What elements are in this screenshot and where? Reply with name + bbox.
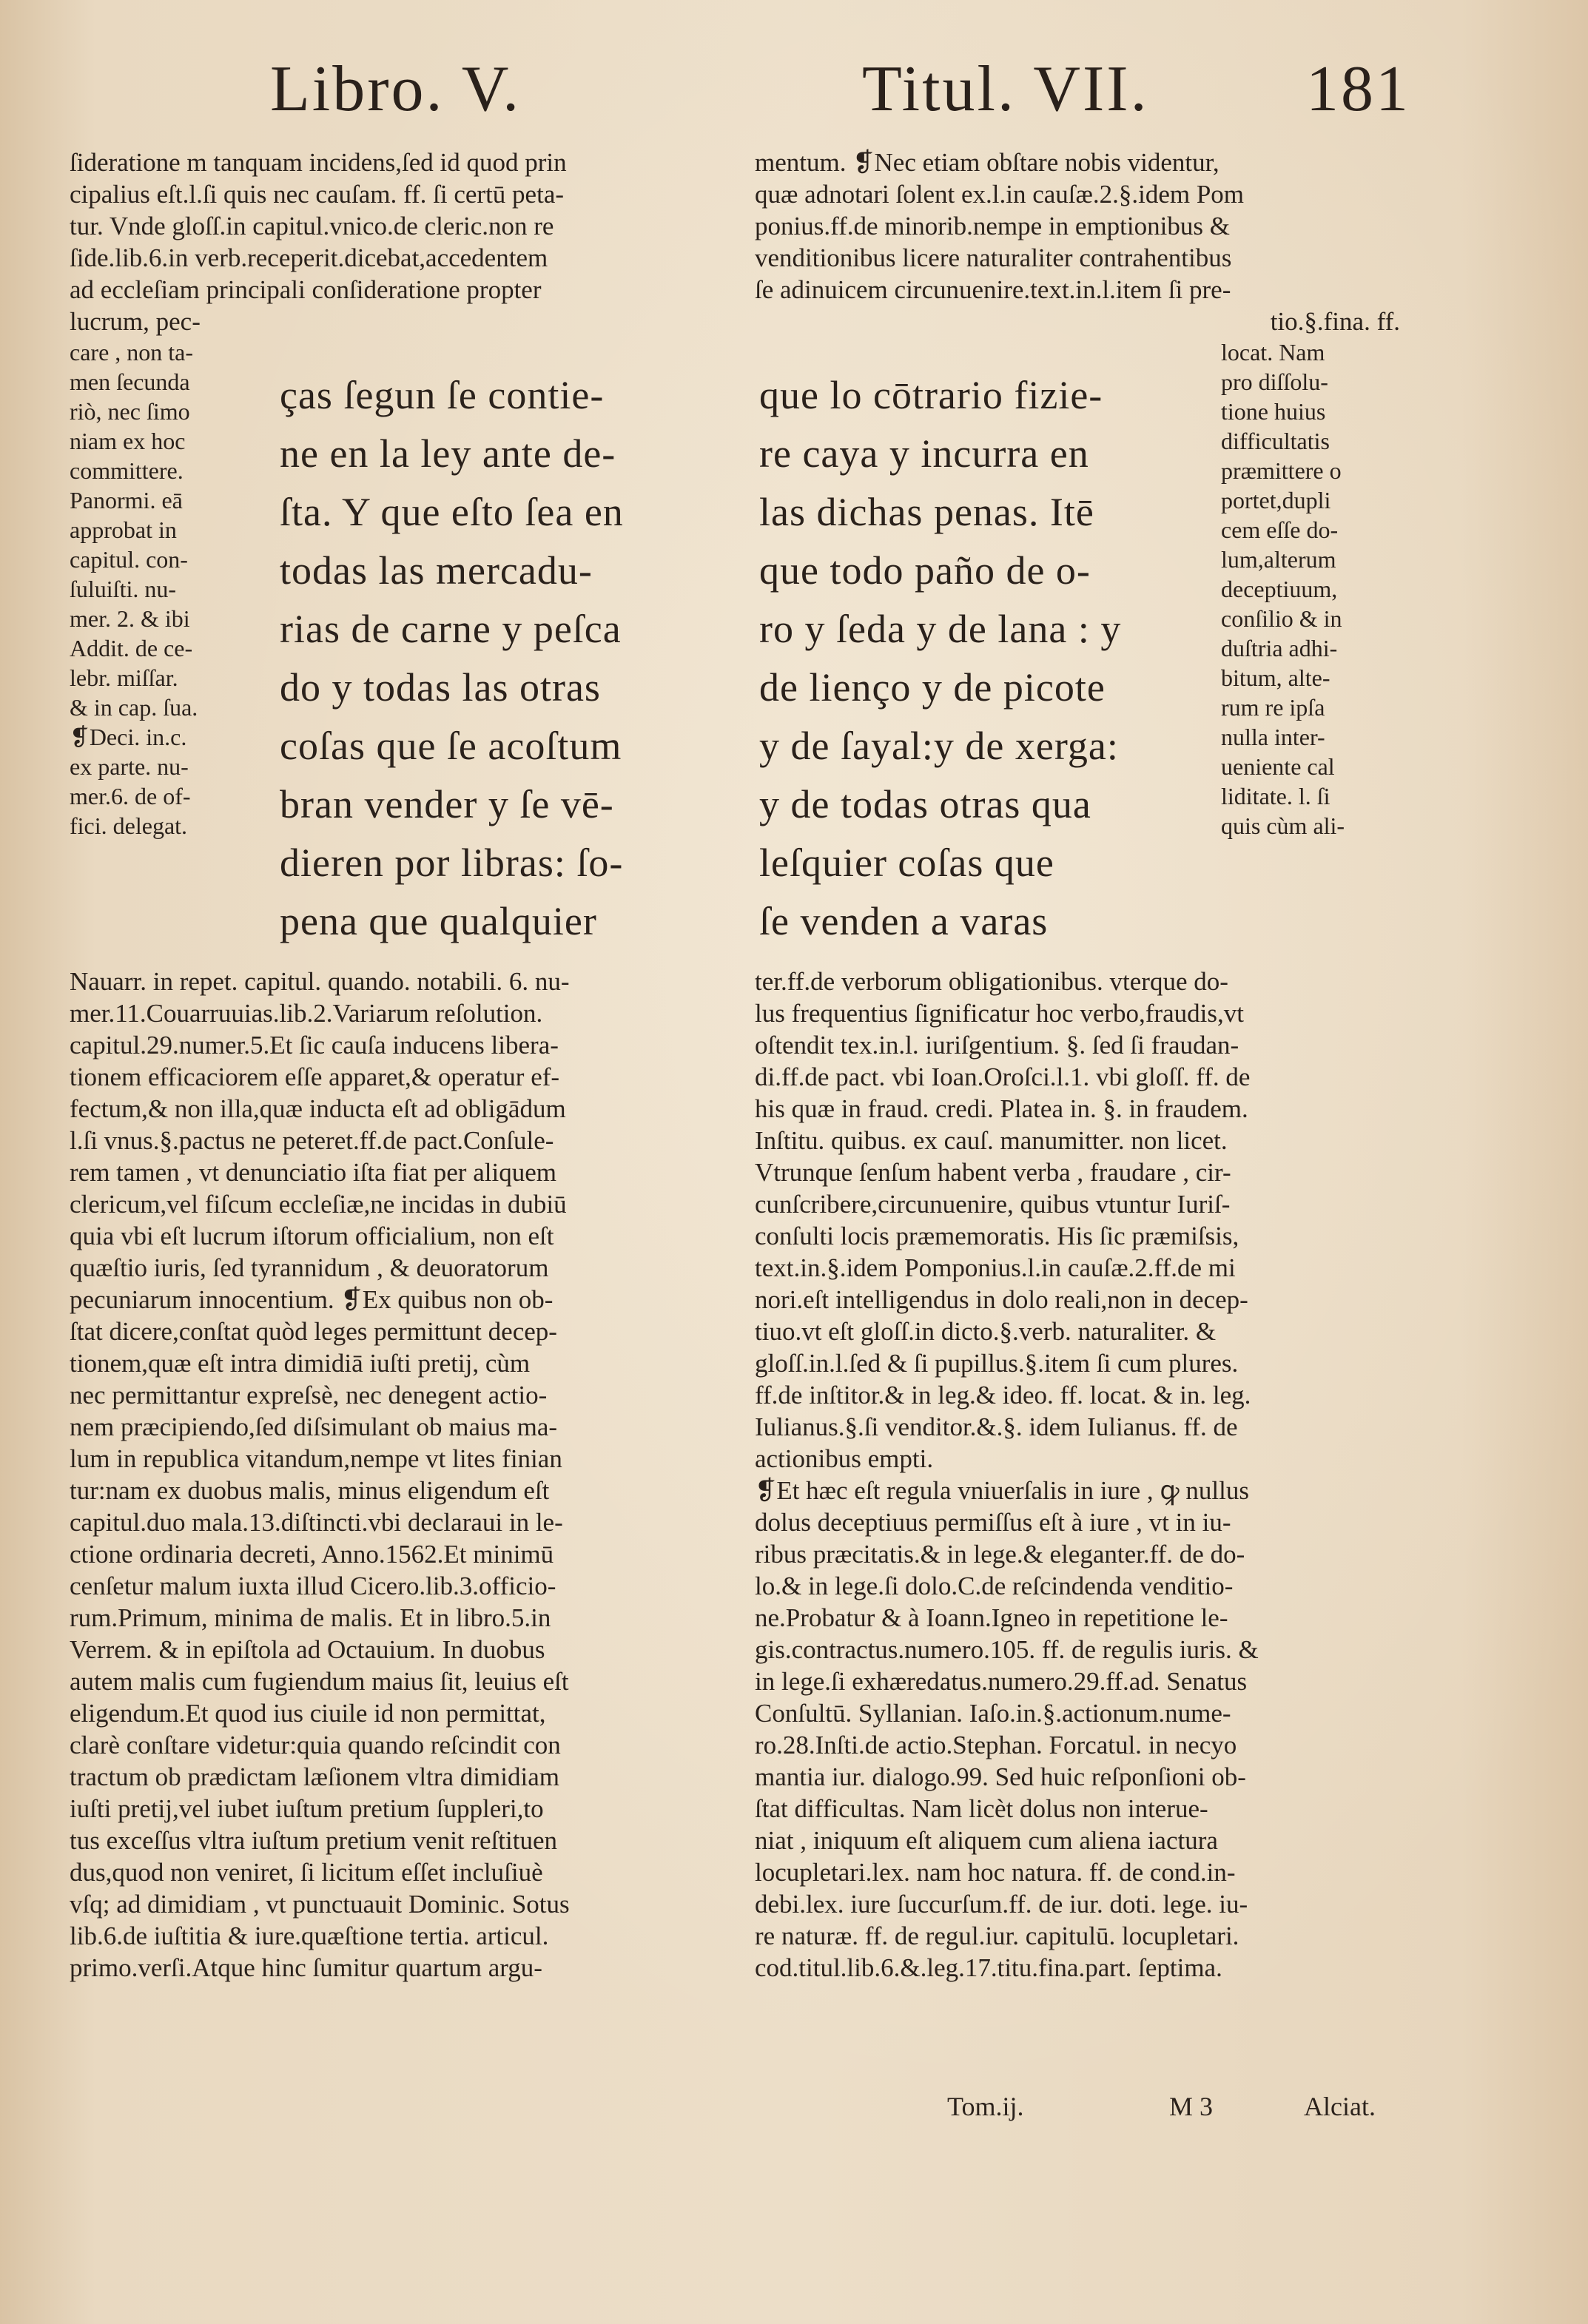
running-header bbox=[0, 52, 1588, 133]
text-line: autem malis cum fugiendum maius ſit, leuius eſt bbox=[70, 1667, 569, 1696]
text-line: vſq; ad dimidiam , vt punctuauit Dominic. Sotus bbox=[70, 1890, 570, 1919]
text-line: rem tamen , vt denunciatio iſta fiat per aliquem bbox=[70, 1158, 556, 1187]
text-line: gloſſ.in.l.ſed & ſi pupillus.§.item ſi cum plures. bbox=[755, 1349, 1239, 1378]
text-line: tio.§.fina. ff. bbox=[1270, 307, 1400, 336]
text-line: mer.11.Couarruuias.lib.2.Variarum reſolution. bbox=[70, 999, 543, 1028]
law-line: de lienço y de picote bbox=[759, 665, 1106, 710]
text-line: niat , iniquum eſt aliquem cum aliena iactura bbox=[755, 1826, 1218, 1855]
gloss-line: mer.6. de of- bbox=[70, 783, 191, 809]
text-line: ne.Probatur & à Ioann.Igneo in repetitione le- bbox=[755, 1603, 1228, 1632]
gloss-line: deceptiuum, bbox=[1221, 576, 1338, 602]
law-line: y de ſayal:y de xerga: bbox=[759, 724, 1119, 768]
text-line: quia vbi eſt lucrum iſtorum officialium, non eſt bbox=[70, 1222, 554, 1250]
text-line: re naturæ. ff. de regul.iur. capitulū. locupletari. bbox=[755, 1921, 1239, 1950]
text-line: cod.titul.lib.6.&.leg.17.titu.fina.part. ſeptima. bbox=[755, 1953, 1222, 1982]
gloss-line: niam ex hoc bbox=[70, 428, 186, 454]
law-line: re caya y incurra en bbox=[759, 431, 1089, 476]
gloss-line: & in cap. ſua. bbox=[70, 694, 198, 721]
text-line: tionem efficaciorem eſſe apparet,& operatur ef- bbox=[70, 1062, 560, 1091]
text-line: quæ adnotari ſolent ex.l.in cauſæ.2.§.idem Pom bbox=[755, 180, 1245, 209]
gloss-line: tione huius bbox=[1221, 398, 1326, 425]
text-line: eligendum.Et quod ius ciuile id non permittat, bbox=[70, 1699, 546, 1728]
text-line: venditionibus licere naturaliter contrahentibus bbox=[755, 243, 1232, 272]
signature-mark: M 3 bbox=[1169, 2092, 1214, 2121]
text-line: primo.verſi.Atque hinc ſumitur quartum argu- bbox=[70, 1953, 542, 1982]
left-spanish-law-text bbox=[280, 366, 709, 951]
law-line: leſquier coſas que bbox=[759, 841, 1054, 885]
text-line: ctione ordinaria decreti, Anno.1562.Et minimū bbox=[70, 1540, 554, 1569]
text-line: capitul.duo mala.13.diſtincti.vbi declaraui in le- bbox=[70, 1508, 563, 1537]
right-top-text bbox=[755, 146, 1406, 337]
gloss-line: præmittere o bbox=[1221, 457, 1342, 484]
text-line: tur:nam ex duobus malis, minus eligendum eſt bbox=[70, 1476, 550, 1505]
law-line: ſta. Y que eſto ſea en bbox=[280, 490, 624, 534]
text-line: mantia iur. dialogo.99. Sed huic reſponſioni ob- bbox=[755, 1762, 1246, 1791]
gloss-line: lum,alterum bbox=[1221, 546, 1336, 573]
text-line: oſtendit tex.in.l. iuriſgentium. §. ſed ſi fraudan- bbox=[755, 1031, 1239, 1060]
gloss-line: liditate. l. ſi bbox=[1221, 783, 1330, 809]
text-line: l.ſi vnus.§.pactus ne peteret.ff.de pact.Conſule- bbox=[70, 1126, 554, 1155]
gloss-line: duſtria adhi- bbox=[1221, 635, 1338, 661]
gloss-line: ueniente cal bbox=[1221, 753, 1335, 780]
gloss-line: men ſecunda bbox=[70, 368, 190, 395]
gloss-line: quis cùm ali- bbox=[1221, 812, 1345, 839]
gloss-line: pro diſſolu- bbox=[1221, 368, 1328, 395]
gloss-line: locat. Nam bbox=[1221, 339, 1325, 366]
gloss-line: Addit. de ce- bbox=[70, 635, 193, 661]
text-line: pecuniarum innocentium. ❡Ex quibus non ob- bbox=[70, 1285, 554, 1314]
text-line: ❡Et hæc eſt regula vniuerſalis in iure , ꝙ nullus bbox=[755, 1476, 1249, 1505]
text-line: debi.lex. iure ſuccurſum.ff. de iur. doti. lege. iu- bbox=[755, 1890, 1248, 1919]
text-line: gis.contractus.numero.105. ff. de regulis iuris. & bbox=[755, 1635, 1259, 1664]
text-line: Iulianus.§.ſi venditor.&.§. idem Iulianus. ff. de bbox=[755, 1412, 1238, 1441]
gloss-line: mer. 2. & ibi bbox=[70, 605, 190, 632]
text-line: ro.28.Inſti.de actio.Stephan. Forcatul. in necyo bbox=[755, 1731, 1237, 1759]
text-line: ſtat difficultas. Nam licèt dolus non interue- bbox=[755, 1794, 1208, 1823]
text-line: text.in.§.idem Pomponius.l.in cauſæ.2.ff.de mi bbox=[755, 1253, 1236, 1282]
text-line: tiuo.vt eſt gloſſ.in dicto.§.verb. naturaliter. & bbox=[755, 1317, 1217, 1346]
gloss-line: ❡Deci. in.c. bbox=[70, 724, 187, 750]
text-line: tractum ob prædictam læſionem vltra dimidiam bbox=[70, 1762, 559, 1791]
text-line: ter.ff.de verborum obligationibus. vterque do- bbox=[755, 967, 1228, 996]
text-line: nem præcipiendo,ſed diſsimulant ob maius ma- bbox=[70, 1412, 558, 1441]
text-line: lo.& in lege.ſi dolo.C.de reſcindenda venditio- bbox=[755, 1572, 1234, 1600]
gloss-line: portet,dupli bbox=[1221, 487, 1331, 513]
text-line: cenſetur malum iuxta illud Cicero.lib.3.officio- bbox=[70, 1572, 556, 1600]
gloss-line: bitum, alte- bbox=[1221, 664, 1330, 691]
right-gloss-column bbox=[1221, 337, 1399, 841]
law-line: dieren por libras: ſo- bbox=[280, 841, 624, 885]
gloss-line: capitul. con- bbox=[70, 546, 188, 573]
text-line: nec permittantur expreſsè, nec denegent actio- bbox=[70, 1381, 548, 1409]
gloss-line: lebr. miſſar. bbox=[70, 664, 178, 691]
text-line: ribus præcitatis.& in lege.& eleganter.ff. de do- bbox=[755, 1540, 1245, 1569]
text-line: ſide.lib.6.in verb.receperit.dicebat,accedentem bbox=[70, 243, 548, 272]
text-line: lucrum, pec- bbox=[70, 307, 201, 336]
text-line: cipalius eſt.l.ſi quis nec cauſam. ff. ſi certū peta- bbox=[70, 180, 565, 209]
gloss-line: nulla inter- bbox=[1221, 724, 1325, 750]
text-line: lum in republica vitandum,nempe vt lites finian bbox=[70, 1444, 562, 1473]
gloss-line: approbat in bbox=[70, 516, 177, 543]
book-number: Libro. V. bbox=[270, 53, 522, 125]
text-line: tus exceſſus vltra iuſtum pretium venit reſtituen bbox=[70, 1826, 558, 1855]
text-line: cunſcribere,circunuenire, quibus vtuntur Iuriſ- bbox=[755, 1190, 1231, 1219]
text-line: capitul.29.numer.5.Et ſic cauſa inducens libera- bbox=[70, 1031, 559, 1060]
text-line: Conſultū. Syllanian. Iaſo.in.§.actionum.nume- bbox=[755, 1699, 1231, 1728]
text-line: lib.6.de iuſtitia & iure.quæſtione tertia. articul. bbox=[70, 1921, 549, 1950]
text-line: ponius.ff.de minorib.nempe in emptionibus & bbox=[755, 212, 1230, 240]
law-line: ne en la ley ante de- bbox=[280, 431, 616, 476]
law-line: pena que qualquier bbox=[280, 899, 597, 943]
gloss-line: difficultatis bbox=[1221, 428, 1330, 454]
text-line: rum.Primum, minima de malis. Et in libro.5.in bbox=[70, 1603, 551, 1632]
left-top-text bbox=[70, 146, 721, 337]
law-line: rias de carne y peſca bbox=[280, 607, 622, 651]
text-line: fectum,& non illa,quæ inducta eſt ad obligādum bbox=[70, 1094, 566, 1123]
law-line: que lo cōtrario fizie- bbox=[759, 373, 1103, 417]
gloss-line: ſuluiſti. nu- bbox=[70, 576, 176, 602]
gloss-line: conſilio & in bbox=[1221, 605, 1342, 632]
gloss-line: care , non ta- bbox=[70, 339, 194, 366]
volume-mark: Tom.ij. bbox=[947, 2092, 1024, 2121]
law-line: las dichas penas. Itē bbox=[759, 490, 1094, 534]
gloss-line: riò, nec ſimo bbox=[70, 398, 190, 425]
law-line: todas las mercadu- bbox=[280, 548, 593, 593]
law-line: ro y ſeda y de lana : y bbox=[759, 607, 1122, 651]
text-line: his quæ in fraud. credi. Platea in. §. in fraudem. bbox=[755, 1094, 1248, 1123]
law-line: coſas que ſe acoſtum bbox=[280, 724, 622, 768]
text-line: dolus deceptiuus permiſſus eſt à iure , vt in iu- bbox=[755, 1508, 1231, 1537]
text-line: Vtrunque ſenſum habent verba , fraudare , cir- bbox=[755, 1158, 1231, 1187]
text-line: ſe adinuicem circunuenire.text.in.l.item ſi pre- bbox=[755, 275, 1231, 304]
text-line: mentum. ❡Nec etiam obſtare nobis videntur, bbox=[755, 148, 1219, 177]
text-line: ff.de inſtitor.& in leg.& ideo. ff. locat. & in. leg. bbox=[755, 1381, 1251, 1409]
text-line: clarè conſtare videtur:quia quando reſcindit con bbox=[70, 1731, 561, 1759]
left-commentary bbox=[70, 966, 721, 1984]
text-line: Inſtitu. quibus. ex cauſ. manumitter. non licet. bbox=[755, 1126, 1228, 1155]
text-line: tur. Vnde gloſſ.in capitul.vnico.de cleric.non re bbox=[70, 212, 554, 240]
text-line: ſtat dicere,conſtat quòd leges permittunt decep- bbox=[70, 1317, 557, 1346]
left-gloss-column bbox=[70, 337, 255, 841]
law-line: y de todas otras qua bbox=[759, 782, 1091, 826]
text-line: locupletari.lex. nam hoc natura. ff. de cond.in- bbox=[755, 1858, 1236, 1887]
text-line: Verrem. & in epiſtola ad Octauium. In duobus bbox=[70, 1635, 545, 1664]
catchword: Alciat. bbox=[1304, 2092, 1376, 2121]
gloss-line: rum re ipſa bbox=[1221, 694, 1325, 721]
right-spanish-law-text bbox=[759, 366, 1203, 951]
text-line: tionem,quæ eſt intra dimidiā iuſti pretij, cùm bbox=[70, 1349, 531, 1378]
page-number: 181 bbox=[1306, 53, 1410, 125]
text-line: in lege.ſi exhæredatus.numero.29.ff.ad. Senatus bbox=[755, 1667, 1248, 1696]
text-line: Nauarr. in repet. capitul. quando. notabili. 6. nu- bbox=[70, 967, 570, 996]
title-number: Titul. VII. bbox=[862, 53, 1149, 125]
text-line: actionibus empti. bbox=[755, 1444, 934, 1473]
text-line: nori.eſt intelligendus in dolo reali,non in decep- bbox=[755, 1285, 1248, 1314]
gloss-line: Panormi. eā bbox=[70, 487, 183, 513]
text-line: lus frequentius ſignificatur hoc verbo,fraudis,vt bbox=[755, 999, 1244, 1028]
law-line: do y todas las otras bbox=[280, 665, 601, 710]
text-line: ſideratione m tanquam incidens,ſed id quod prin bbox=[70, 148, 567, 177]
text-line: conſulti locis præmemoratis. His ſic præmiſsis, bbox=[755, 1222, 1239, 1250]
text-line: clericum,vel fiſcum eccleſiæ,ne incidas in dubiū bbox=[70, 1190, 567, 1219]
gloss-line: fici. delegat. bbox=[70, 812, 188, 839]
law-line: que todo paño de o- bbox=[759, 548, 1091, 593]
gloss-line: ex parte. nu- bbox=[70, 753, 189, 780]
text-line: ad eccleſiam principali conſideratione propter bbox=[70, 275, 542, 304]
text-line: di.ff.de pact. vbi Ioan.Oroſci.l.1. vbi gloſſ. ff. de bbox=[755, 1062, 1251, 1091]
text-line: iuſti pretij,vel iubet iuſtum pretium ſuppleri,to bbox=[70, 1794, 544, 1823]
gloss-line: cem eſſe do- bbox=[1221, 516, 1339, 543]
law-line: ças ſegun ſe contie- bbox=[280, 373, 605, 417]
text-line: dus,quod non veniret, ſi licitum eſſet incluſiuè bbox=[70, 1858, 543, 1887]
law-line: ſe venden a varas bbox=[759, 899, 1049, 943]
law-line: bran vender y ſe vē- bbox=[280, 782, 614, 826]
text-line: quæſtio iuris, ſed tyrannidum , & deuoratorum bbox=[70, 1253, 549, 1282]
gloss-line: committere. bbox=[70, 457, 184, 484]
right-commentary bbox=[755, 966, 1406, 1984]
